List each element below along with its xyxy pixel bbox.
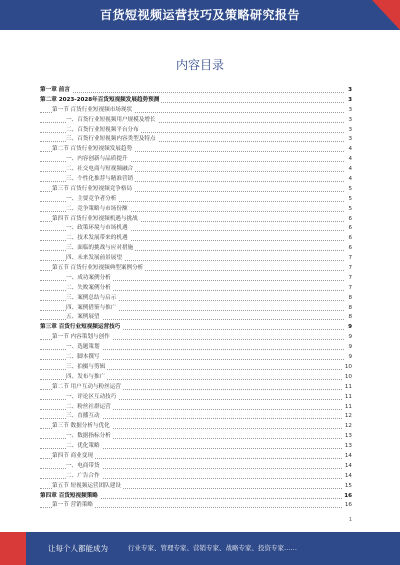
toc-entry[interactable] [40, 412, 352, 422]
toc-entry-label: 四、案例借鉴与推广 [66, 304, 118, 314]
toc-entry[interactable] [40, 96, 352, 106]
toc-entry-label: 五、案例展望 [66, 313, 102, 323]
toc-entry-label: 第一节 营销策略 [52, 501, 95, 511]
toc-entry-label: 一、评论区互动技巧 [66, 393, 118, 403]
toc-entry-page: 10 [343, 373, 352, 383]
toc-entry-page: 13 [343, 442, 352, 452]
toc-entry[interactable] [40, 373, 352, 383]
toc-entry-page: 7 [346, 264, 352, 274]
footer-slogan-left: 让每个人都能成为 [48, 544, 108, 553]
toc-entry-page: 12 [343, 412, 352, 422]
toc-entry-page: 7 [346, 274, 352, 284]
toc-entry[interactable] [40, 254, 352, 264]
toc-entry[interactable] [40, 126, 352, 136]
toc-entry-label: 第三章 百货行业短视频运营技巧 [40, 323, 122, 333]
toc-entry-page: 15 [343, 482, 352, 492]
toc-entry-label: 第一节 百货行业短视频市场现状 [52, 106, 134, 116]
toc-entry[interactable] [40, 422, 352, 432]
toc-entry-label: 第四节 商业变现 [52, 452, 95, 462]
toc-entry-page: 4 [346, 145, 352, 155]
toc-entry-page: 3 [346, 96, 352, 106]
toc-entry-page: 5 [346, 205, 352, 215]
toc-entry-page: 14 [343, 472, 352, 482]
toc-entry-label: 一、内容创新与品质提升 [66, 155, 130, 165]
toc-entry-page: 6 [346, 244, 352, 254]
toc-entry[interactable] [40, 205, 352, 215]
page-header [0, 0, 400, 30]
toc-entry-page: 13 [343, 432, 352, 442]
toc-entry[interactable] [40, 383, 352, 393]
table-of-contents [40, 86, 352, 511]
toc-entry-label: 第三节 数据分析与优化 [52, 422, 112, 432]
toc-entry[interactable] [40, 452, 352, 462]
toc-entry[interactable] [40, 304, 352, 314]
footer-slogan-right: 行业专家、管理专家、营销专家、战略专家、投资专家…… [128, 544, 297, 552]
toc-entry[interactable] [40, 403, 352, 413]
toc-entry-label: 一、成功案例分析 [66, 274, 113, 284]
toc-entry-page: 11 [343, 393, 352, 403]
toc-entry-label: 三、百货行业短视频内容类型及特点 [66, 135, 158, 145]
toc-entry[interactable] [40, 393, 352, 403]
toc-entry[interactable] [40, 333, 352, 343]
toc-entry-page: 9 [346, 333, 352, 343]
toc-entry[interactable] [40, 234, 352, 244]
toc-entry[interactable] [40, 363, 352, 373]
toc-entry-label: 第二节 用户互动与粉丝运营 [52, 383, 123, 393]
toc-entry-page: 16 [343, 501, 352, 511]
toc-entry-page: 10 [343, 363, 352, 373]
toc-entry-page: 9 [346, 353, 352, 363]
toc-entry-label: 二、脚本撰写 [66, 353, 102, 363]
toc-entry[interactable] [40, 195, 352, 205]
toc-entry-label: 三、拍摄与剪辑 [66, 363, 107, 373]
toc-entry[interactable] [40, 106, 352, 116]
toc-entry-label: 三、案例总结与启示 [66, 294, 118, 304]
toc-entry[interactable] [40, 155, 352, 165]
toc-entry[interactable] [40, 472, 352, 482]
toc-entry-page: 5 [346, 185, 352, 195]
toc-entry-label: 二、失败案例分析 [66, 284, 113, 294]
toc-entry-page: 12 [343, 422, 352, 432]
toc-entry-page: 6 [346, 224, 352, 234]
toc-entry-page: 4 [346, 165, 352, 175]
toc-entry[interactable] [40, 165, 352, 175]
toc-entry-label: 四、发布与推广 [66, 373, 107, 383]
toc-entry-label: 四、未来发展前景展望 [66, 254, 124, 264]
toc-entry-label: 二、优化策略 [66, 442, 102, 452]
toc-entry-label: 二、粉丝社群运营 [66, 403, 113, 413]
toc-entry[interactable] [40, 264, 352, 274]
toc-entry-label: 一、主要竞争者分析 [66, 195, 118, 205]
toc-entry-label: 一、电商带货 [66, 462, 102, 472]
toc-entry-label: 第二节 百货行业短视频发展趋势 [52, 145, 134, 155]
toc-entry-page: 3 [346, 126, 352, 136]
toc-entry-label: 第四节 百货行业短视频机遇与挑战 [52, 215, 140, 225]
toc-entry[interactable] [40, 323, 352, 333]
toc-entry-label: 二、广告合作 [66, 472, 102, 482]
toc-entry-page: 6 [346, 215, 352, 225]
toc-entry[interactable] [40, 185, 352, 195]
toc-entry-page: 11 [343, 403, 352, 413]
toc-entry-page: 6 [346, 234, 352, 244]
toc-entry-page: 8 [346, 313, 352, 323]
toc-leader-dots [40, 92, 344, 93]
toc-entry[interactable] [40, 432, 352, 442]
page-footer [0, 532, 400, 565]
toc-entry-label: 一、选题策划 [66, 343, 102, 353]
toc-entry-page: 3 [346, 116, 352, 126]
toc-entry-page: 7 [346, 284, 352, 294]
toc-entry-label: 二、社交电商与短视频融合 [66, 165, 135, 175]
toc-entry-page: 4 [346, 155, 352, 165]
toc-entry-label: 一、政策环境与市场机遇 [66, 224, 130, 234]
toc-entry-page: 7 [346, 254, 352, 264]
toc-entry-label: 二、百货行业短视频平台分布 [66, 126, 141, 136]
toc-entry-label: 二、竞争策略与市场份额 [66, 205, 130, 215]
toc-entry-label: 一、百货行业短视频用户规模及增长 [66, 116, 158, 126]
toc-heading: 内容目录 [175, 58, 224, 72]
toc-entry[interactable] [40, 274, 352, 284]
toc-entry[interactable] [40, 145, 352, 155]
toc-entry[interactable] [40, 492, 352, 502]
toc-entry-label: 三、直播互动 [66, 412, 102, 422]
toc-entry[interactable] [40, 284, 352, 294]
toc-entry[interactable] [40, 482, 352, 492]
toc-entry[interactable] [40, 224, 352, 234]
toc-entry-page: 16 [342, 492, 352, 502]
toc-entry-page: 9 [346, 323, 352, 333]
toc-entry-label: 第一节 内容策划与创作 [52, 333, 112, 343]
footer-accent-bar [0, 532, 26, 565]
toc-entry-label: 一、数据指标分析 [66, 432, 113, 442]
toc-entry-label: 第四章 百货短视频策略 [40, 492, 100, 502]
toc-entry-page: 14 [343, 462, 352, 472]
toc-entry[interactable] [40, 313, 352, 323]
toc-entry[interactable] [40, 215, 352, 225]
toc-entry[interactable] [40, 86, 352, 96]
toc-entry-label: 第二章 2023-2028年百货短视频发展趋势预测 [40, 96, 161, 106]
toc-entry[interactable] [40, 501, 352, 511]
toc-entry[interactable] [40, 294, 352, 304]
toc-entry[interactable] [40, 175, 352, 185]
toc-entry-page: 3 [346, 86, 352, 96]
toc-entry-label: 第五节 短视频运营团队建设 [52, 482, 123, 492]
toc-entry-page: 4 [346, 175, 352, 185]
toc-entry-page: 3 [346, 106, 352, 116]
toc-entry-label: 二、技术发展带来的机遇 [66, 234, 130, 244]
toc-entry[interactable] [40, 244, 352, 254]
toc-entry-page: 3 [346, 135, 352, 145]
toc-entry-page: 8 [346, 304, 352, 314]
toc-entry-label: 第一章 前言 [40, 86, 72, 96]
toc-entry[interactable] [40, 353, 352, 363]
toc-entry-page: 14 [343, 452, 352, 462]
page-number: 1 [348, 517, 352, 523]
toc-entry-label: 三、个性化推荐与精准营销 [66, 175, 135, 185]
toc-entry[interactable] [40, 343, 352, 353]
toc-entry-page: 8 [346, 294, 352, 304]
toc-entry-label: 第三节 百货行业短视频竞争格局 [52, 185, 134, 195]
toc-entry-page: 11 [343, 383, 352, 393]
toc-entry[interactable] [40, 135, 352, 145]
report-title: 百货短视频运营技巧及策略研究报告 [99, 8, 300, 22]
toc-entry-label: 三、面临的挑战与应对措施 [66, 244, 135, 254]
toc-entry[interactable] [40, 442, 352, 452]
toc-entry-page: 5 [346, 195, 352, 205]
toc-entry[interactable] [40, 116, 352, 126]
toc-entry-page: 9 [346, 343, 352, 353]
toc-entry[interactable] [40, 462, 352, 472]
toc-entry-label: 第五节 百货行业短视频典型案例分析 [52, 264, 145, 274]
